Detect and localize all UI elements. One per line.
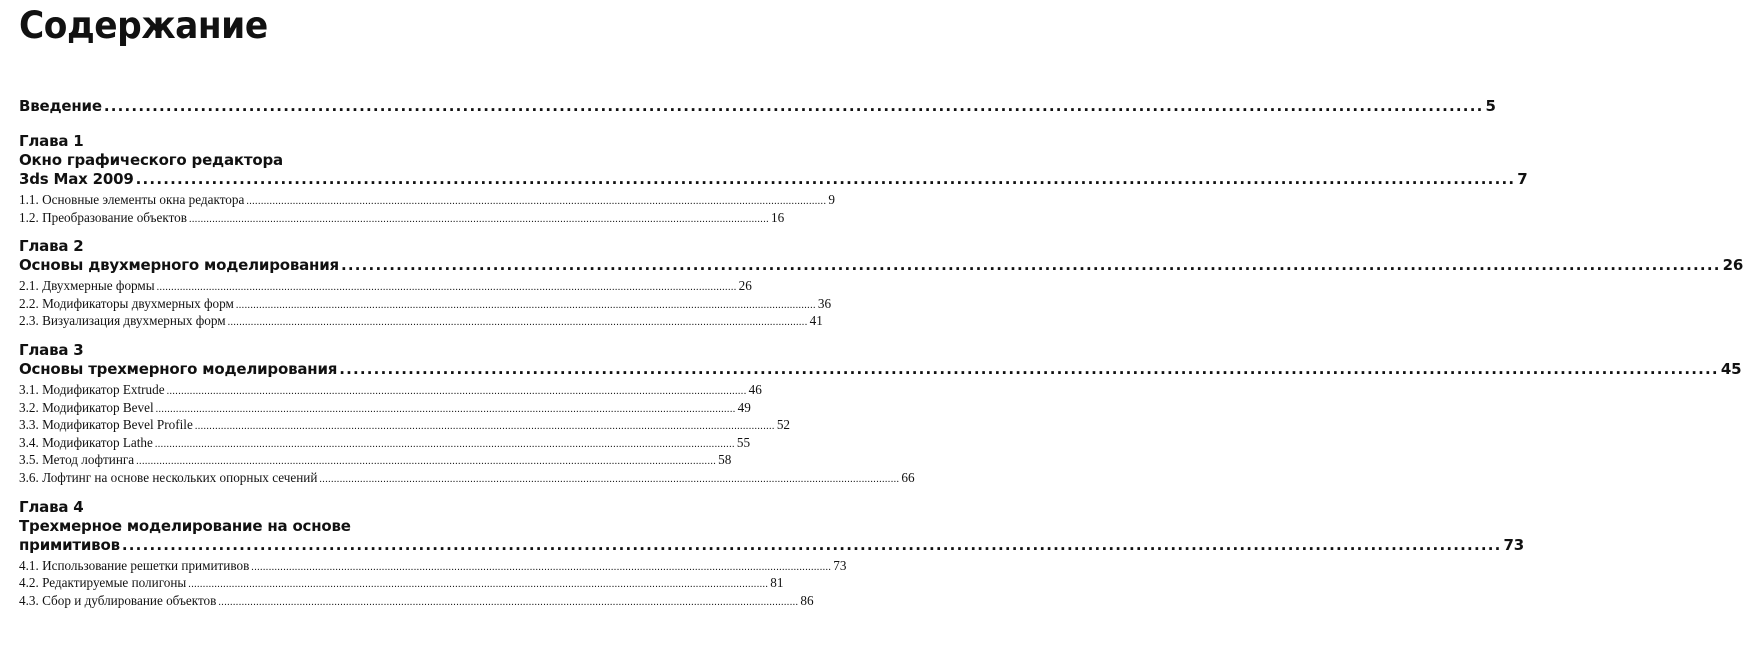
chapter-block: [19, 340, 1742, 488]
section-entry[interactable]: [19, 209, 785, 228]
chapter-title-entry: [19, 359, 1742, 379]
toc-entry-intro[interactable]: [19, 97, 1496, 116]
section-entry[interactable]: [19, 452, 732, 470]
chapter-title: примитивов: [19, 535, 120, 554]
toc-entry-label: Введение: [19, 97, 102, 115]
chapter-title-entry: [19, 535, 1525, 555]
dot-leader: ........................................................................................................................................................................................................: [246, 196, 827, 207]
section-page: 9: [828, 192, 835, 207]
section-label: 3.3. Модификатор Bevel Profile: [19, 417, 193, 433]
dot-leader: ........................................................................................................................................................................................................: [155, 403, 736, 415]
page-title: Содержание: [19, 4, 268, 47]
section-page: 52: [776, 417, 790, 433]
section-label: 2.1. Двухмерные формы: [19, 278, 155, 294]
chapter-heading[interactable]: [19, 497, 1525, 555]
chapter-page: 45: [1720, 359, 1742, 378]
chapter-title: 3ds Max 2009: [19, 170, 134, 188]
section-label: 3.4. Модификатор Lathe: [19, 434, 153, 450]
dot-leader: ........................................................................................................................................................................................................: [135, 170, 1516, 188]
dot-leader: ........................................................................................................................................................................................................: [340, 256, 1721, 275]
section-page: 46: [748, 381, 762, 397]
chapter-label: Глава 1: [19, 132, 84, 150]
dot-leader: ........................................................................................................................................................................................................: [319, 473, 900, 485]
section-page: 55: [736, 434, 751, 450]
chapter-list: [19, 132, 1743, 610]
toc-entry-page: 5: [1485, 97, 1496, 115]
dot-leader: ........................................................................................................................................................................................................: [154, 438, 735, 450]
chapter-label: Глава 2: [19, 237, 84, 256]
section-page: 49: [737, 399, 751, 415]
section-entry[interactable]: [19, 278, 752, 296]
section-entry[interactable]: [19, 469, 915, 488]
section-label: 1.1. Основные элементы окна редактора: [19, 192, 245, 207]
section-entry[interactable]: [19, 313, 823, 331]
section-label: 2.3. Визуализация двухмерных форм: [19, 313, 226, 329]
dot-leader: ........................................................................................................................................................................................................: [103, 97, 1484, 115]
section-label: 4.1. Использование решетки примитивов: [19, 557, 250, 573]
section-entry[interactable]: [19, 192, 835, 210]
chapter-heading[interactable]: [19, 237, 1743, 275]
chapter-title-entry: [19, 170, 1528, 189]
chapter-label: Глава 4: [19, 497, 84, 516]
chapter-heading[interactable]: [19, 340, 1742, 379]
section-page: 58: [718, 452, 732, 468]
chapter-title-line: Окно графического редактора: [19, 151, 283, 169]
dot-leader: ........................................................................................................................................................................................................: [136, 456, 717, 468]
chapter-block: [19, 497, 1525, 611]
chapter-page: 26: [1722, 256, 1743, 275]
section-page: 86: [800, 592, 814, 608]
section-entry[interactable]: [19, 575, 784, 593]
section-entry[interactable]: [19, 381, 762, 400]
dot-leader: ........................................................................................................................................................................................................: [227, 317, 808, 329]
chapter-page: 7: [1517, 170, 1528, 188]
chapter-heading[interactable]: [19, 132, 1528, 189]
dot-leader: ........................................................................................................................................................................................................: [156, 282, 737, 294]
dot-leader: ........................................................................................................................................................................................................: [188, 579, 769, 591]
dot-leader: ........................................................................................................................................................................................................: [218, 596, 799, 608]
section-page: 16: [771, 209, 785, 225]
section-entry[interactable]: [19, 399, 751, 418]
chapter-block: [19, 132, 1528, 227]
dot-leader: ........................................................................................................................................................................................................: [251, 561, 832, 573]
chapter-title: Основы трехмерного моделирования: [19, 359, 338, 378]
section-entry[interactable]: [19, 417, 790, 435]
dot-leader: ........................................................................................................................................................................................................: [194, 421, 775, 433]
table-of-contents: [19, 97, 1743, 620]
section-label: 3.6. Лофтинг на основе нескольких опорных сечений: [19, 469, 318, 485]
section-entry[interactable]: [19, 295, 832, 314]
dot-leader: ........................................................................................................................................................................................................: [235, 299, 816, 311]
section-page: 26: [738, 278, 752, 294]
dot-leader: ........................................................................................................................................................................................................: [121, 535, 1502, 554]
section-page: 36: [817, 295, 832, 311]
chapter-page: 73: [1503, 535, 1525, 554]
chapter-title-entry: [19, 256, 1743, 275]
dot-leader: ........................................................................................................................................................................................................: [189, 213, 769, 225]
chapter-label: Глава 3: [19, 340, 84, 359]
chapter-block: [19, 237, 1743, 331]
section-label: 1.2. Преобразование объектов: [19, 209, 187, 225]
dot-leader: ........................................................................................................................................................................................................: [166, 385, 747, 397]
section-label: 2.2. Модификаторы двухмерных форм: [19, 295, 234, 311]
section-page: 73: [833, 557, 847, 573]
chapter-title: Основы двухмерного моделирования: [19, 256, 339, 275]
section-label: 3.1. Модификатор Extrude: [19, 381, 165, 397]
section-label: 4.3. Сбор и дублирование объектов: [19, 592, 217, 608]
section-label: 3.5. Метод лофтинга: [19, 452, 135, 468]
chapter-title-line: Трехмерное моделирование на основе: [19, 516, 351, 535]
section-entry[interactable]: [19, 557, 847, 576]
section-page: 41: [809, 313, 823, 329]
dot-leader: ........................................................................................................................................................................................................: [339, 359, 1719, 378]
section-page: 66: [901, 469, 915, 485]
section-label: 3.2. Модификатор Bevel: [19, 399, 154, 415]
section-entry[interactable]: [19, 592, 814, 611]
section-entry[interactable]: [19, 434, 751, 453]
section-page: 81: [770, 575, 784, 591]
section-label: 4.2. Редактируемые полигоны: [19, 575, 187, 591]
